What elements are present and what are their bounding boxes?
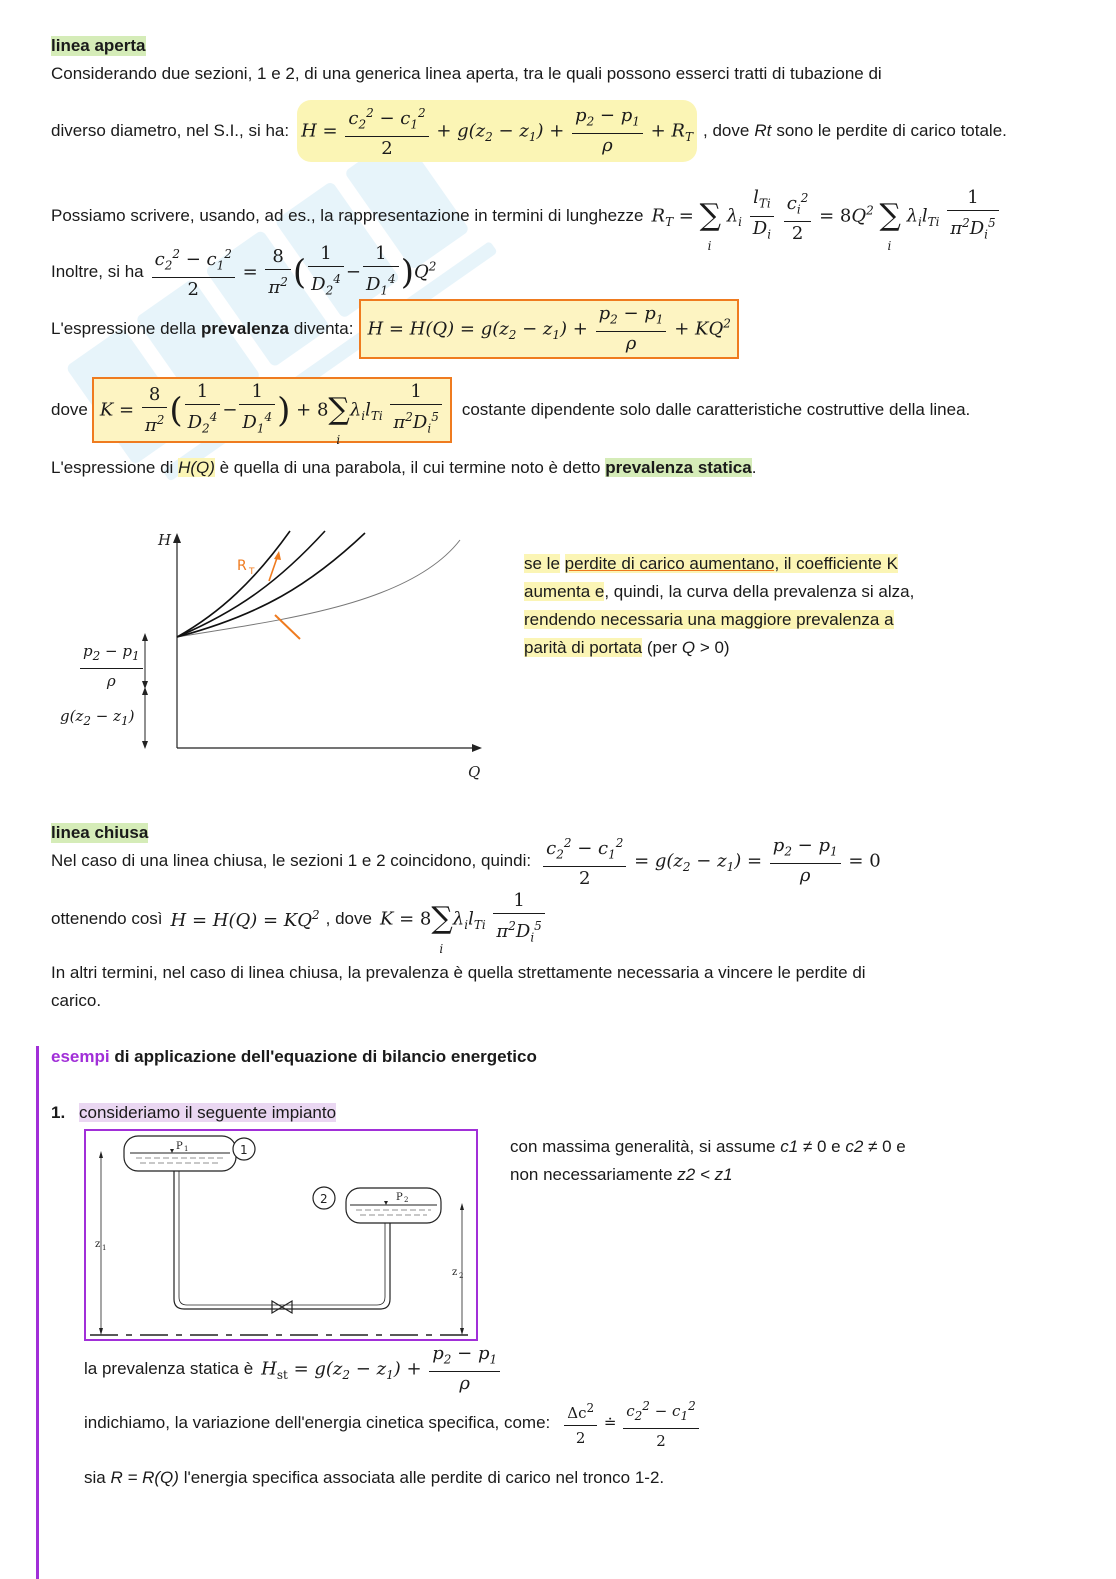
label-p2-sub: 2 [404, 1196, 409, 1204]
label-p1: P [176, 1141, 183, 1152]
text-span: Possiamo scrivere, usando, ad es., la rappresentazione in termini di lunghezze [51, 206, 644, 225]
label-z1-sub: 1 [102, 1244, 107, 1252]
text-span: ≠ 0 e [802, 1137, 841, 1156]
text-span: , dove [325, 909, 372, 928]
paragraph-parabola [51, 458, 756, 478]
rt-arrow-head [274, 551, 281, 560]
formula-line-kinetic [51, 242, 436, 302]
formula-k-box: K = $\frac{8}{\pi^2}$ ( $\frac{1}{D_2^4}$ − $\frac{1}{D_1^4}$ ) + 8∑ i $\lambda_il_{Ti}$ $\frac{1}{\pi^2D_i^5}$ [92, 377, 452, 444]
text-span: (per [646, 638, 678, 657]
text-span: Nel caso di una linea chiusa, le sezioni 1 e 2 coincidono, quindi: [51, 851, 532, 870]
paragraph-r [84, 1468, 664, 1488]
text-span: non necessariamente [510, 1165, 673, 1184]
text-span: costante dipendente solo dalle caratteristiche costruttive della linea. [461, 400, 971, 419]
label-z2-sub: 2 [459, 1272, 464, 1280]
graph-label-gravity: $g(z_2 - z_1)$ [60, 707, 135, 728]
label-section-1: 1 [240, 1143, 248, 1157]
graph-label-pressure: $\frac{p_2 - p_1}{\rho}$ [78, 640, 145, 692]
text-span: L'espressione della [51, 319, 197, 338]
text-span: , dove [703, 121, 750, 140]
formula-h: H = $\frac{c_2^2 - c_1^2}{2}$ + $g(z_2 - z_1)$ + $\frac{p_2 - p_1}{\rho}$ + $R_T$ [297, 100, 697, 163]
section-accent-bar [36, 1046, 39, 1579]
text-span: indichiamo, la variazione dell'energia cinetica specifica, come: [84, 1413, 551, 1432]
text-span: L'espressione di [51, 458, 174, 477]
heading-esempi [51, 1047, 537, 1067]
list-item-1 [51, 1103, 336, 1123]
formula-closed-k: K = 8∑ i $\lambda_il_{Ti}$ $\frac{1}{\pi^2D_i^5}$ [380, 890, 547, 949]
formula-line-h [51, 100, 1007, 162]
text-span: z2 < z1 [677, 1165, 733, 1184]
rt-label-sub: T [249, 567, 255, 577]
text-span: Inoltre, si ha [51, 262, 144, 281]
formula-line-prevalenza [51, 302, 739, 356]
text-span: se le [524, 554, 560, 573]
text-span: c2 [845, 1137, 864, 1156]
text-span: con massima generalità, si assume [510, 1137, 776, 1156]
text-span: , quindi, la curva della prevalenza si alza, [604, 582, 915, 601]
label-p2: P [396, 1192, 403, 1203]
text-span: . [751, 458, 757, 477]
formula-closed-h: $H = H(Q) = KQ^2$ [170, 907, 320, 931]
text-span: consideriamo il seguente impianto [79, 1103, 337, 1122]
paragraph-line: Considerando due sezioni, 1 e 2, di una generica linea aperta, tra le quali possono esserci tratti di tubazione di [51, 64, 882, 83]
text-span: c1 [780, 1137, 799, 1156]
plant-diagram [84, 1129, 480, 1343]
graph-note [524, 550, 914, 662]
heading-linea-aperta: linea aperta [51, 36, 146, 55]
formula-line-rt [51, 186, 1001, 253]
text-span: sia [84, 1468, 106, 1487]
formula-delta-c: $\frac{\Delta c^2}{2}$ ≐ $\frac{c_2^2 - c_1^2}{2}$ [562, 1395, 700, 1452]
text-span: la prevalenza statica è [84, 1359, 254, 1378]
valve-left [272, 1301, 282, 1313]
label-section-2: 2 [320, 1192, 328, 1206]
text-span: perdite di carico aumentano [564, 554, 775, 573]
text-span: dove [51, 400, 88, 419]
text-span: ottenendo così [51, 909, 163, 928]
text-span: H(Q) [178, 458, 215, 477]
formula-line-closed [51, 830, 881, 892]
text-span: di applicazione dell'equazione di bilancio energetico [114, 1047, 537, 1066]
paragraph-closed-note [51, 959, 1061, 1015]
x-axis-arrow [472, 744, 482, 752]
formula-line-delta [84, 1396, 701, 1450]
axis-label-h: H [158, 531, 172, 549]
formula-hst: $H_{st} = g(z_2 - z_1)$ + $\frac{p_2 - p_1}{\rho}$ [261, 1343, 502, 1396]
formula-rt: $R_T$ = ∑ i $\lambda_i$ $\frac{l_{Ti}}{D_i}$ $\frac{c_i^2}{2}$ = $8Q^2$ ∑ i $\lambda_il_{Ti}$ $\frac{1}{\pi^2D_i^5}$ [652, 187, 1001, 246]
label-z2: z [452, 1267, 458, 1278]
text-span: l'energia specifica associata alle perdite di carico nel tronco 1-2. [183, 1468, 665, 1487]
axis-label-q: Q [468, 763, 481, 781]
text-line: carico. [51, 991, 102, 1010]
text-line: In altri termini, nel caso di linea chiusa, la prevalenza è quella strettamente necessaria a vincere le perdite di [51, 963, 866, 982]
text-span: prevalenza statica [605, 458, 752, 477]
text-span: prevalenza [201, 319, 289, 338]
text-span: sono le perdite di carico totale. [776, 121, 1007, 140]
text-span: rendendo necessaria una maggiore prevalenza a [524, 610, 894, 629]
rt-label: R [237, 558, 247, 574]
text-span: > 0) [699, 638, 730, 657]
curve-base [177, 540, 460, 637]
diagram-side-note [510, 1133, 906, 1189]
label-p1-sub: 1 [184, 1145, 189, 1153]
text-span: , il coefficiente K [774, 554, 898, 573]
text-span: Rt [754, 121, 772, 140]
text-span: diverso diametro, nel S.I., si ha: [51, 121, 290, 140]
text-span: diventa: [293, 319, 354, 338]
formula-line-hst [84, 1342, 502, 1396]
text-span: è quella di una parabola, il cui termine noto è detto [219, 458, 601, 477]
text-span: R = R(Q) [110, 1468, 179, 1487]
valve-right [282, 1301, 292, 1313]
formula-line-closed-h [51, 888, 547, 956]
text-span: aumenta e [524, 582, 605, 601]
text-span: 1. [51, 1103, 66, 1122]
text-span: ≠ 0 e [868, 1137, 906, 1156]
heading-linea-chiusa: linea chiusa [51, 823, 149, 842]
text-span: Q [681, 638, 696, 657]
label-z1: z [95, 1239, 101, 1250]
formula-closed: $\frac{c_2^2 - c_1^2}{2}$ = $g(z_2 - z_1)$ = $\frac{p_2 - p_1}{\rho}$ = 0 [541, 832, 881, 891]
text-span: esempi [51, 1047, 110, 1066]
formula-line-k [51, 376, 971, 447]
text-span: parità di portata [524, 638, 643, 657]
y-axis-arrow [173, 533, 181, 543]
formula-prevalenza-box: $H = H(Q) = g(z_2 - z_1)$ + $\frac{p_2 - p_1}{\rho}$ + $KQ^2$ [359, 299, 738, 360]
formula-kinetic: $\frac{c_2^2 - c_1^2}{2}$ = $\frac{8}{\pi^2}$ ( $\frac{1}{D_2^4}$ − $\frac{1}{D_1^4}$ )$Q^2$ [150, 243, 437, 302]
